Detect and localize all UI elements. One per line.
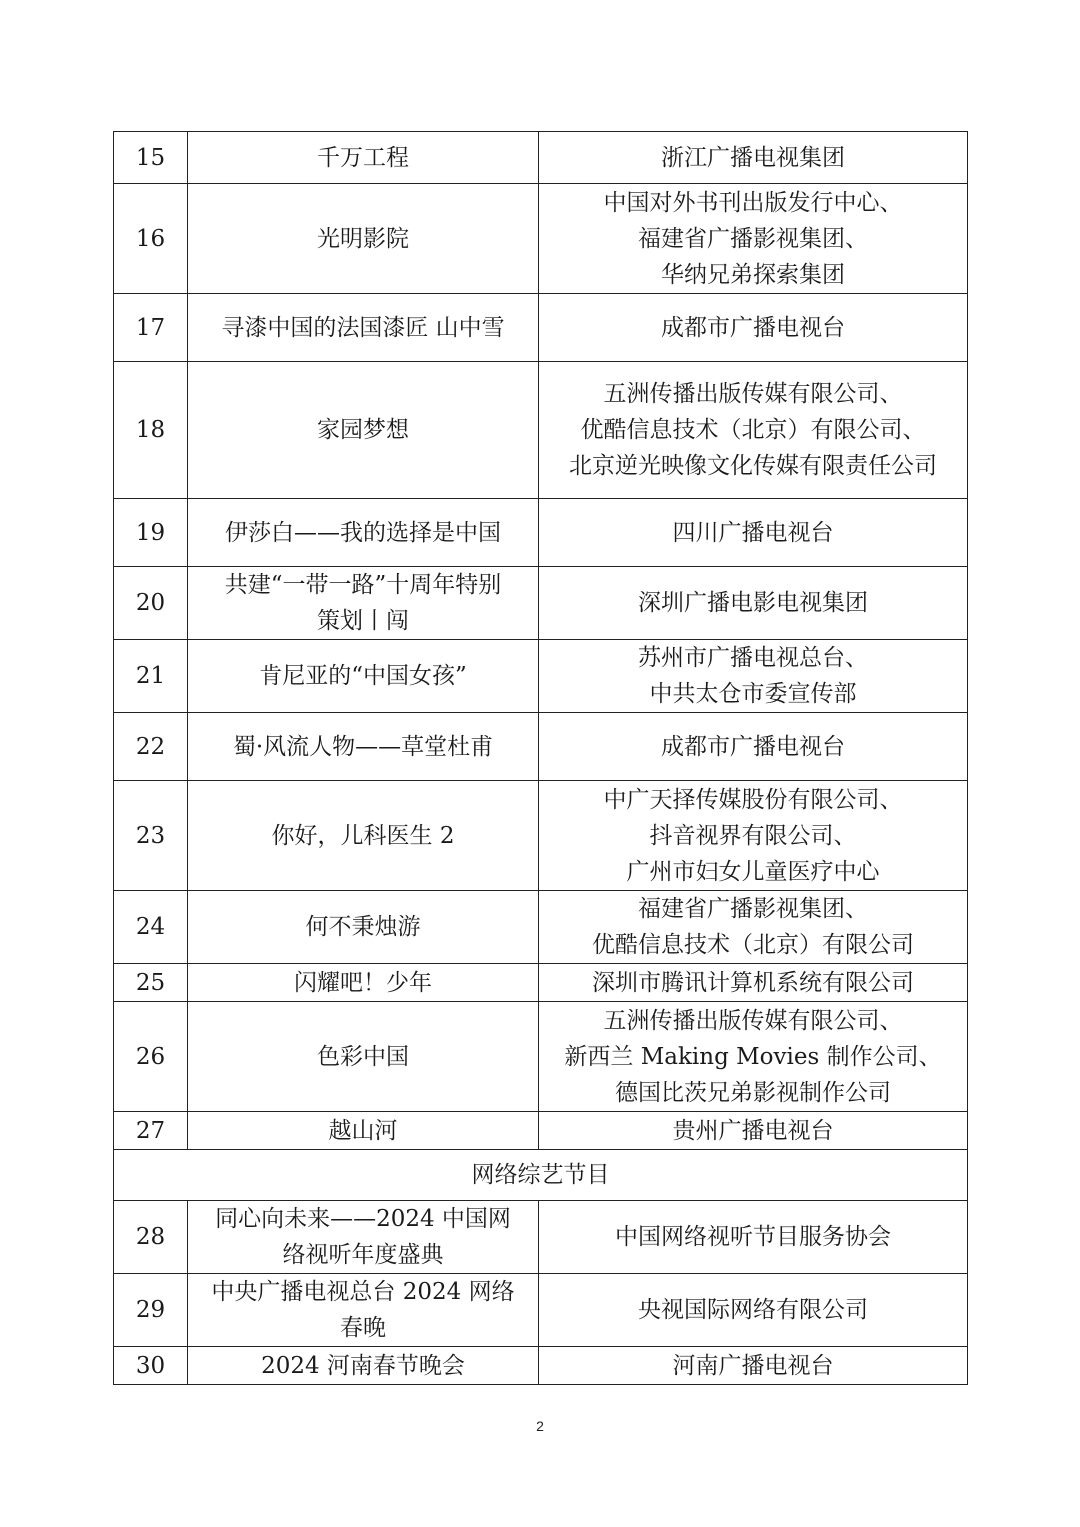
producer-org <box>539 1274 968 1347</box>
producer-org <box>539 1347 968 1385</box>
producer-org <box>539 640 968 713</box>
producer-org-line: 河南广播电视台 <box>672 1352 834 1379</box>
table-row <box>114 1201 968 1274</box>
program-title-line: 越山河 <box>328 1117 398 1144</box>
program-title <box>188 362 539 499</box>
producer-org-line: 抖音视界有限公司、 <box>649 822 857 849</box>
table-row <box>114 567 968 640</box>
row-number: 21 <box>114 640 188 713</box>
program-title-line: 光明影院 <box>317 225 409 252</box>
program-title <box>188 294 539 362</box>
program-title-line: 中央广播电视总台 2024 网络 <box>211 1279 515 1305</box>
producer-org-line: 中共太仓市委宣传部 <box>649 681 857 707</box>
row-number: 22 <box>114 713 188 781</box>
producer-org-line: 华纳兄弟探索集团 <box>661 261 845 288</box>
producer-org-line: 德国比茨兄弟影视制作公司 <box>615 1079 891 1106</box>
producer-org-line: 福建省广播影视集团、 <box>638 896 868 922</box>
table-row <box>114 640 968 713</box>
program-title-line: 千万工程 <box>317 144 409 171</box>
program-title-line: 何不秉烛游 <box>305 914 421 940</box>
row-number: 18 <box>114 362 188 499</box>
table-row <box>114 781 968 891</box>
program-title-line: 策划丨闯 <box>317 608 409 634</box>
row-number: 16 <box>114 184 188 294</box>
producer-org-line: 优酷信息技术（北京）有限公司、 <box>580 417 926 443</box>
producer-org-line: 五洲传播出版传媒有限公司、 <box>603 381 903 407</box>
producer-org <box>539 132 968 184</box>
producer-org-line: 五洲传播出版传媒有限公司、 <box>603 1007 903 1034</box>
row-number: 26 <box>114 1002 188 1112</box>
row-number: 30 <box>114 1347 188 1385</box>
row-number: 17 <box>114 294 188 362</box>
producer-org <box>539 1002 968 1112</box>
page-number: 2 <box>536 1418 544 1434</box>
producer-org <box>539 1112 968 1150</box>
producer-org-line: 优酷信息技术（北京）有限公司 <box>592 932 914 958</box>
program-title-line: 2024 河南春节晚会 <box>261 1352 465 1379</box>
table-row <box>114 1347 968 1385</box>
program-title <box>188 964 539 1002</box>
producer-org-line: 成都市广播电视台 <box>661 733 845 760</box>
program-title-line: 同心向未来——2024 中国网 <box>215 1206 511 1232</box>
producer-org <box>539 184 968 294</box>
program-title <box>188 1201 539 1274</box>
program-list-table <box>113 131 968 1385</box>
table-row <box>114 362 968 499</box>
program-title-line: 你好，儿科医生 2 <box>271 822 455 849</box>
table-row <box>114 891 968 964</box>
producer-org-line: 福建省广播影视集团、 <box>638 225 868 252</box>
producer-org-line: 浙江广播电视集团 <box>661 144 845 171</box>
producer-org-line: 新西兰 Making Movies 制作公司、 <box>564 1043 942 1070</box>
program-title-line: 闪耀吧！少年 <box>294 969 432 996</box>
producer-org-line: 央视国际网络有限公司 <box>638 1297 868 1323</box>
producer-org <box>539 964 968 1002</box>
program-title <box>188 891 539 964</box>
producer-org <box>539 713 968 781</box>
row-number: 27 <box>114 1112 188 1150</box>
program-title-line: 春晚 <box>340 1315 386 1341</box>
producer-org-line: 北京逆光映像文化传媒有限责任公司 <box>569 453 937 479</box>
program-title <box>188 567 539 640</box>
program-title <box>188 184 539 294</box>
section-title: 网络综艺节目 <box>114 1150 968 1201</box>
table-row <box>114 713 968 781</box>
program-title-line: 蜀·风流人物——草堂杜甫 <box>232 733 494 760</box>
program-title-line: 伊莎白——我的选择是中国 <box>225 519 501 546</box>
table-row <box>114 499 968 567</box>
program-list-body <box>114 132 968 1385</box>
program-title-line: 肯尼亚的“中国女孩” <box>259 663 467 689</box>
row-number: 24 <box>114 891 188 964</box>
producer-org-line: 四川广播电视台 <box>672 519 834 546</box>
row-number: 25 <box>114 964 188 1002</box>
producer-org-line: 成都市广播电视台 <box>661 314 845 341</box>
producer-org <box>539 294 968 362</box>
program-title <box>188 1002 539 1112</box>
program-title <box>188 132 539 184</box>
table-row <box>114 1274 968 1347</box>
table-row <box>114 964 968 1002</box>
row-number: 19 <box>114 499 188 567</box>
producer-org <box>539 567 968 640</box>
program-title-line: 寻漆中国的法国漆匠 山中雪 <box>221 314 505 341</box>
program-title-line: 色彩中国 <box>317 1043 409 1070</box>
row-number: 23 <box>114 781 188 891</box>
program-title-line: 家园梦想 <box>317 417 409 443</box>
producer-org <box>539 1201 968 1274</box>
table-row <box>114 1002 968 1112</box>
table-row <box>114 184 968 294</box>
section-header-row <box>114 1150 968 1201</box>
program-title <box>188 1112 539 1150</box>
row-number: 29 <box>114 1274 188 1347</box>
table-row <box>114 132 968 184</box>
program-title <box>188 1274 539 1347</box>
row-number: 15 <box>114 132 188 184</box>
row-number: 20 <box>114 567 188 640</box>
table-row <box>114 1112 968 1150</box>
producer-org <box>539 499 968 567</box>
table-row <box>114 294 968 362</box>
program-title <box>188 781 539 891</box>
producer-org-line: 苏州市广播电视总台、 <box>638 645 868 671</box>
program-title <box>188 713 539 781</box>
producer-org-line: 贵州广播电视台 <box>672 1117 834 1144</box>
producer-org <box>539 891 968 964</box>
program-title-line: 络视听年度盛典 <box>282 1242 444 1268</box>
producer-org-line: 中广天择传媒股份有限公司、 <box>603 786 903 813</box>
producer-org-line: 深圳市腾讯计算机系统有限公司 <box>592 969 914 996</box>
program-title <box>188 499 539 567</box>
producer-org-line: 中国网络视听节目服务协会 <box>615 1224 891 1250</box>
program-title <box>188 640 539 713</box>
program-title <box>188 1347 539 1385</box>
row-number: 28 <box>114 1201 188 1274</box>
producer-org <box>539 781 968 891</box>
producer-org-line: 深圳广播电影电视集团 <box>638 590 868 616</box>
producer-org-line: 中国对外书刊出版发行中心、 <box>603 189 903 216</box>
program-title-line: 共建“一带一路”十周年特别 <box>224 572 502 598</box>
producer-org-line: 广州市妇女儿童医疗中心 <box>626 858 880 885</box>
producer-org <box>539 362 968 499</box>
